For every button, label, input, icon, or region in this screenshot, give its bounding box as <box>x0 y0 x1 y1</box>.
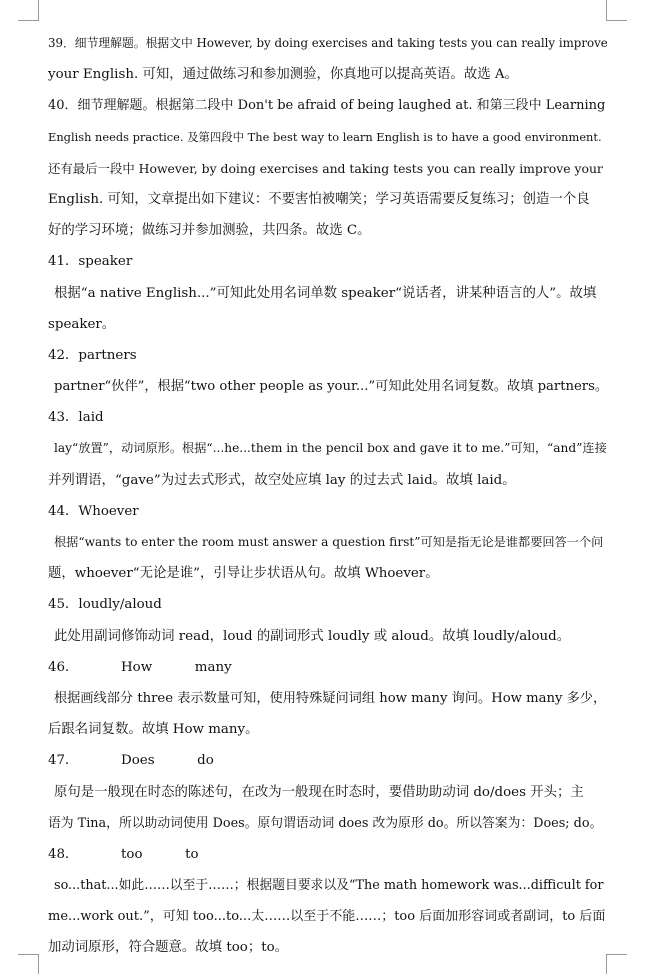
text-line: 语为 Tina，所以助动词使用 Does。原句谓语动词 does 改为原形 do。所以答案为：Does; do。 <box>48 815 603 831</box>
answer-heading: 45．loudly/aloud <box>48 597 162 613</box>
answer-heading: 47． Does do <box>48 753 214 769</box>
crop-mark-top-left-v <box>38 0 39 20</box>
text-line: speaker。 <box>48 316 116 332</box>
answer-heading: 42．partners <box>48 347 137 363</box>
text-line: English. 可知，文章提出如下建议：不要害怕被嘲笑；学习英语需要反复练习；创造一个良 <box>48 191 590 207</box>
text-line: your English. 可知，通过做练习和参加测验，你真地可以提高英语。故选 A。 <box>48 67 518 83</box>
crop-mark-bottom-left-v <box>38 954 39 974</box>
explanation-line: 根据画线部分 three 表示数量可知，使用特殊疑问词组 how many 询问。How many 多少， <box>54 690 607 706</box>
crop-mark-bottom-left-h <box>18 954 39 955</box>
explanation-line: partner“伙伴”，根据“two other people as your...”可知此处用名词复数。故填 partners。 <box>54 379 609 395</box>
text-line: English needs practice. 及第四段中 The best way to learn English is to have a good environment. <box>48 129 602 144</box>
answer-heading: 46． How many <box>48 659 232 675</box>
answer-heading: 44．Whoever <box>48 503 139 519</box>
explanation-line: so...that...如此……以至于……；根据题目要求以及“The math homework was...difficult for <box>54 878 604 894</box>
crop-mark-top-right-h <box>606 20 627 21</box>
text-line: 并列谓语，“gave”为过去式形式，故空处应填 lay 的过去式 laid。故填 laid。 <box>48 472 516 488</box>
text-line: 39．细节理解题。根据文中 However, by doing exercises and taking tests you can really improve <box>48 36 608 50</box>
explanation-line: lay“放置”，动词原形。根据“...he...them in the pencil box and gave it to me.”可知，“and”连接 <box>54 441 607 456</box>
answer-heading: 41．speaker <box>48 254 133 270</box>
document-page <box>48 28 610 964</box>
text-line: 题，whoever“无论是谁”，引导让步状语从句。故填 Whoever。 <box>48 566 439 582</box>
crop-mark-top-left-h <box>18 20 39 21</box>
explanation-line: 此处用副词修饰动词 read，loud 的副词形式 loudly 或 aloud。故填 loudly/aloud。 <box>54 628 571 644</box>
explanation-line: 根据“a native English...”可知此处用名词单数 speaker“说话者，讲某种语言的人”。故填 <box>54 285 597 301</box>
explanation-line: 原句是一般现在时态的陈述句，在改为一般现在时态时，要借助助动词 do/does 开头；主 <box>54 784 584 800</box>
crop-mark-top-right-v <box>606 0 607 20</box>
text-line: 后跟名词复数。故填 How many。 <box>48 722 259 738</box>
text-line: me...work out.”，可知 too...to...太……以至于不能……；too 后面加形容词或者副词，to 后面 <box>48 909 606 925</box>
answer-heading: 48． too to <box>48 846 199 862</box>
text-line: 加动词原形，符合题意。故填 too；to。 <box>48 940 289 956</box>
text-line: 40．细节理解题。根据第二段中 Don't be afraid of being laughed at. 和第三段中 Learning <box>48 98 606 114</box>
text-line: 还有最后一段中 However, by doing exercises and taking tests you can really improve your <box>48 160 603 176</box>
answer-heading: 43．laid <box>48 410 104 426</box>
text-line: 好的学习环境；做练习并参加测验，共四条。故选 C。 <box>48 223 371 239</box>
explanation-line: 根据“wants to enter the room must answer a question first”可知是指无论是谁都要回答一个问 <box>54 535 604 549</box>
